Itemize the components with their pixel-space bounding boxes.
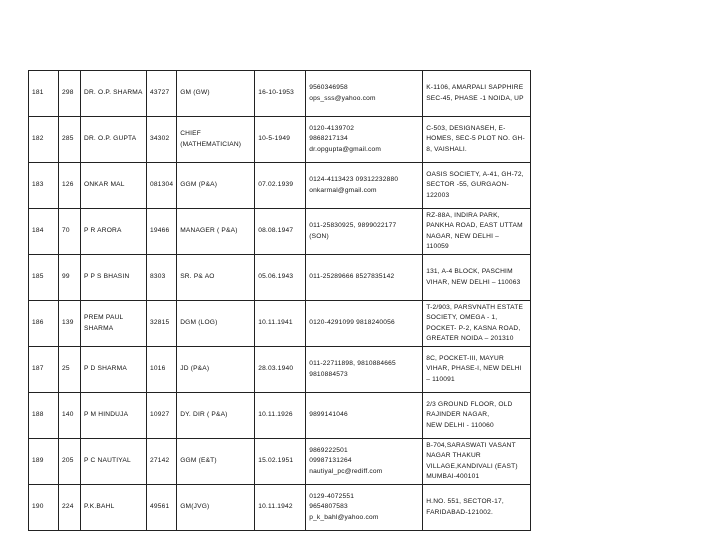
cell-contact — [306, 117, 423, 163]
code-text: 34302 — [150, 135, 170, 143]
cell-sno — [29, 163, 59, 209]
designation-text: GM (GW) — [180, 89, 210, 97]
cell-designation — [177, 71, 255, 117]
contact-line: 9810884573 — [309, 370, 348, 378]
cell-designation — [177, 209, 255, 255]
cell-dob — [255, 209, 306, 255]
designation-text: GGM (E&T) — [180, 457, 217, 465]
code-text: 1016 — [150, 365, 166, 373]
sno-text: 188 — [32, 411, 44, 419]
id-text: 139 — [62, 319, 74, 327]
sno-text: 186 — [32, 319, 44, 327]
table-row — [29, 485, 531, 531]
name-text: DR. O.P. GUPTA — [84, 135, 137, 143]
cell-designation — [177, 347, 255, 393]
cell-id — [59, 117, 81, 163]
name-text: P C NAUTIYAL — [84, 457, 131, 465]
designation-text: DY. DIR ( P&A) — [180, 411, 228, 419]
sno-text: 183 — [32, 181, 44, 189]
cell-id — [59, 301, 81, 347]
dob-text: 10.11.1942 — [258, 503, 293, 511]
cell-designation — [177, 439, 255, 485]
address-line: SEC-45, PHASE -1 NOIDA, UP — [426, 94, 524, 102]
id-text: 205 — [62, 457, 74, 465]
contact-line: 011-22711898, 9810884665 — [309, 360, 396, 368]
address-line: PANKHA ROAD, EAST UTTAM — [426, 222, 523, 230]
cell-designation — [177, 485, 255, 531]
dob-text: 28.03.1940 — [258, 365, 294, 373]
cell-dob — [255, 301, 306, 347]
contact-line: 0129-4072551 — [309, 493, 355, 501]
dob-text: 08.08.1947 — [258, 227, 294, 235]
address-line: FARIDABAD-121002. — [426, 508, 494, 516]
cell-contact — [306, 255, 423, 301]
table-row — [29, 117, 531, 163]
cell-contact — [306, 209, 423, 255]
designation-text: GM(JVG) — [180, 503, 210, 511]
address-line: 122003 — [426, 191, 450, 199]
dob-text: 16-10-1953 — [258, 89, 294, 97]
address-line: HOMES, SEC-5 PLOT NO. GH- — [426, 135, 525, 143]
contact-line: ops_sss@yahoo.com — [309, 94, 376, 102]
cell-code — [147, 485, 177, 531]
cell-contact — [306, 347, 423, 393]
table-row — [29, 439, 531, 485]
cell-contact — [306, 485, 423, 531]
code-text: 32815 — [150, 319, 170, 327]
sno-text: 182 — [32, 135, 44, 143]
address-line: VIHAR, NEW DELHI – 110063 — [426, 278, 521, 286]
designation-text: SR. P& AO — [180, 273, 215, 281]
code-text: 49561 — [150, 503, 170, 511]
cell-name — [81, 301, 147, 347]
name-text: P M HINDUJA — [84, 411, 129, 419]
id-text: 25 — [62, 365, 70, 373]
cell-contact — [306, 71, 423, 117]
cell-contact — [306, 163, 423, 209]
address-line: NAGAR THAKUR — [426, 452, 481, 460]
name-text: DR. O.P. SHARMA — [84, 89, 143, 97]
address-line: OASIS SOCIETY, A-41, GH-72, — [426, 171, 524, 179]
cell-dob — [255, 255, 306, 301]
cell-id — [59, 439, 81, 485]
cell-code — [147, 393, 177, 439]
cell-contact — [306, 301, 423, 347]
address-line: 8, VAISHALI. — [426, 145, 467, 153]
cell-name — [81, 255, 147, 301]
name-text: PREM PAUL SHARMA — [84, 314, 124, 332]
contact-line: p_k_bahl@yahoo.com — [309, 513, 379, 521]
contact-line: 0120-4291099 9818240056 — [309, 319, 395, 327]
designation-text: DGM (LOG) — [180, 319, 218, 327]
cell-name — [81, 71, 147, 117]
table-row — [29, 347, 531, 393]
address-line: – 110091 — [426, 375, 455, 383]
cell-id — [59, 71, 81, 117]
cell-name — [81, 117, 147, 163]
address-line: POCKET- P-2, KASNA ROAD, — [426, 324, 521, 332]
contact-line: 9654807583 — [309, 503, 348, 511]
code-text: 10927 — [150, 411, 170, 419]
address-line: H.NO. 551, SECTOR-17, — [426, 498, 504, 506]
name-text: P R ARORA — [84, 227, 122, 235]
contact-line: nautiyal_pc@rediff.com — [309, 467, 383, 475]
designation-text: JD (P&A) — [180, 365, 210, 373]
cell-dob — [255, 485, 306, 531]
contact-line: onkarmal@gmail.com — [309, 186, 377, 194]
cell-address — [423, 439, 531, 485]
cell-name — [81, 439, 147, 485]
address-line: 2/3 GROUND FLOOR, OLD — [426, 401, 513, 409]
cell-sno — [29, 485, 59, 531]
contact-line: (SON) — [309, 232, 329, 240]
address-line: T-2/903, PARSVNATH ESTATE — [426, 304, 524, 312]
designation-text: MANAGER ( P&A) — [180, 227, 238, 235]
cell-name — [81, 209, 147, 255]
cell-code — [147, 71, 177, 117]
cell-address — [423, 71, 531, 117]
cell-dob — [255, 163, 306, 209]
staff-directory-table — [28, 70, 531, 531]
id-text: 70 — [62, 227, 70, 235]
code-text: 081304 — [150, 181, 174, 189]
cell-code — [147, 439, 177, 485]
table-row — [29, 209, 531, 255]
cell-address — [423, 393, 531, 439]
cell-designation — [177, 393, 255, 439]
code-text: 27142 — [150, 457, 170, 465]
address-line: C-503, DESIGNASEH, E- — [426, 125, 506, 133]
address-line: GREATER NOIDA – 201310 — [426, 334, 514, 342]
address-line: NAGAR, NEW DELHI – — [426, 232, 500, 240]
id-text: 285 — [62, 135, 74, 143]
cell-address — [423, 163, 531, 209]
id-text: 298 — [62, 89, 74, 97]
address-line: 110059 — [426, 242, 449, 250]
contact-line: 0124-4113423 09312232880 — [309, 176, 399, 184]
contact-line: 9560346958 — [309, 84, 348, 92]
dob-text: 15.02.1951 — [258, 457, 294, 465]
contact-line: 9869222501 — [309, 447, 348, 455]
cell-sno — [29, 347, 59, 393]
contact-line: 011-25830925, 9899022177 — [309, 222, 397, 230]
address-line: MUMBAI-400101 — [426, 472, 480, 480]
cell-address — [423, 255, 531, 301]
contact-line: 09987131264 — [309, 457, 352, 465]
cell-name — [81, 163, 147, 209]
cell-id — [59, 347, 81, 393]
cell-dob — [255, 71, 306, 117]
sno-text: 187 — [32, 365, 44, 373]
code-text: 8303 — [150, 273, 166, 281]
cell-id — [59, 255, 81, 301]
contact-line: dr.opgupta@gmail.com — [309, 145, 382, 153]
cell-designation — [177, 163, 255, 209]
cell-code — [147, 301, 177, 347]
cell-code — [147, 163, 177, 209]
cell-sno — [29, 117, 59, 163]
cell-sno — [29, 71, 59, 117]
dob-text: 10-5-1949 — [258, 135, 291, 143]
cell-sno — [29, 439, 59, 485]
cell-id — [59, 163, 81, 209]
dob-text: 07.02.1939 — [258, 181, 294, 189]
cell-address — [423, 485, 531, 531]
table-row — [29, 301, 531, 347]
code-text: 43727 — [150, 89, 170, 97]
cell-address — [423, 209, 531, 255]
cell-id — [59, 485, 81, 531]
sno-text: 189 — [32, 457, 44, 465]
cell-dob — [255, 117, 306, 163]
id-text: 99 — [62, 273, 70, 281]
designation-text: GGM (P&A) — [180, 181, 218, 189]
cell-dob — [255, 393, 306, 439]
cell-sno — [29, 301, 59, 347]
cell-contact — [306, 393, 423, 439]
designation-text: CHIEF (MATHEMATICIAN) — [180, 130, 242, 148]
address-line: SOCIETY, OMEGA - 1, — [426, 314, 498, 322]
name-text: P D SHARMA — [84, 365, 127, 373]
sno-text: 184 — [32, 227, 44, 235]
cell-dob — [255, 347, 306, 393]
table-row — [29, 71, 531, 117]
dob-text: 10.11.1941 — [258, 319, 293, 327]
cell-code — [147, 255, 177, 301]
contact-line: 9868217134 — [309, 135, 348, 143]
table-row — [29, 255, 531, 301]
sno-text: 185 — [32, 273, 44, 281]
cell-name — [81, 393, 147, 439]
contact-line: 011-25289666 8527835142 — [309, 273, 395, 281]
name-text: P P S BHASIN — [84, 273, 130, 281]
contact-line: 0120-4139702 — [309, 125, 355, 133]
cell-address — [423, 117, 531, 163]
cell-sno — [29, 393, 59, 439]
sno-text: 181 — [32, 89, 44, 97]
cell-id — [59, 209, 81, 255]
cell-sno — [29, 209, 59, 255]
address-line: RZ-88A, INDIRA PARK, — [426, 212, 500, 220]
cell-code — [147, 209, 177, 255]
table-row — [29, 393, 531, 439]
address-line: NEW DELHI - 110060 — [426, 421, 494, 429]
address-line: K-1106, AMARPALI SAPPHIRE — [426, 84, 524, 92]
name-text: P.K.BAHL — [84, 503, 115, 511]
name-text: ONKAR MAL — [84, 181, 125, 189]
address-line: VIHAR, PHASE-I, NEW DELHI — [426, 365, 522, 373]
address-line: B-704,SARASWATI VASANT — [426, 442, 516, 450]
id-text: 140 — [62, 411, 74, 419]
cell-name — [81, 485, 147, 531]
cell-address — [423, 347, 531, 393]
table-row — [29, 163, 531, 209]
cell-name — [81, 347, 147, 393]
cell-designation — [177, 117, 255, 163]
cell-designation — [177, 255, 255, 301]
cell-sno — [29, 255, 59, 301]
dob-text: 05.06.1943 — [258, 273, 294, 281]
cell-id — [59, 393, 81, 439]
address-line: VILLAGE,KANDIVALI (EAST) — [426, 462, 518, 470]
address-line: SECTOR -55, GURGAON- — [426, 181, 509, 189]
dob-text: 10.11.1926 — [258, 411, 293, 419]
contact-line: 9899141046 — [309, 411, 348, 419]
cell-designation — [177, 301, 255, 347]
cell-address — [423, 301, 531, 347]
sno-text: 190 — [32, 503, 44, 511]
cell-code — [147, 347, 177, 393]
id-text: 224 — [62, 503, 74, 511]
cell-dob — [255, 439, 306, 485]
id-text: 126 — [62, 181, 74, 189]
cell-code — [147, 117, 177, 163]
address-line: RAJINDER NAGAR, — [426, 411, 490, 419]
code-text: 19466 — [150, 227, 170, 235]
cell-contact — [306, 439, 423, 485]
address-line: 8C, POCKET-III, MAYUR — [426, 355, 504, 363]
address-line: 131, A-4 BLOCK, PASCHIM — [426, 268, 513, 276]
